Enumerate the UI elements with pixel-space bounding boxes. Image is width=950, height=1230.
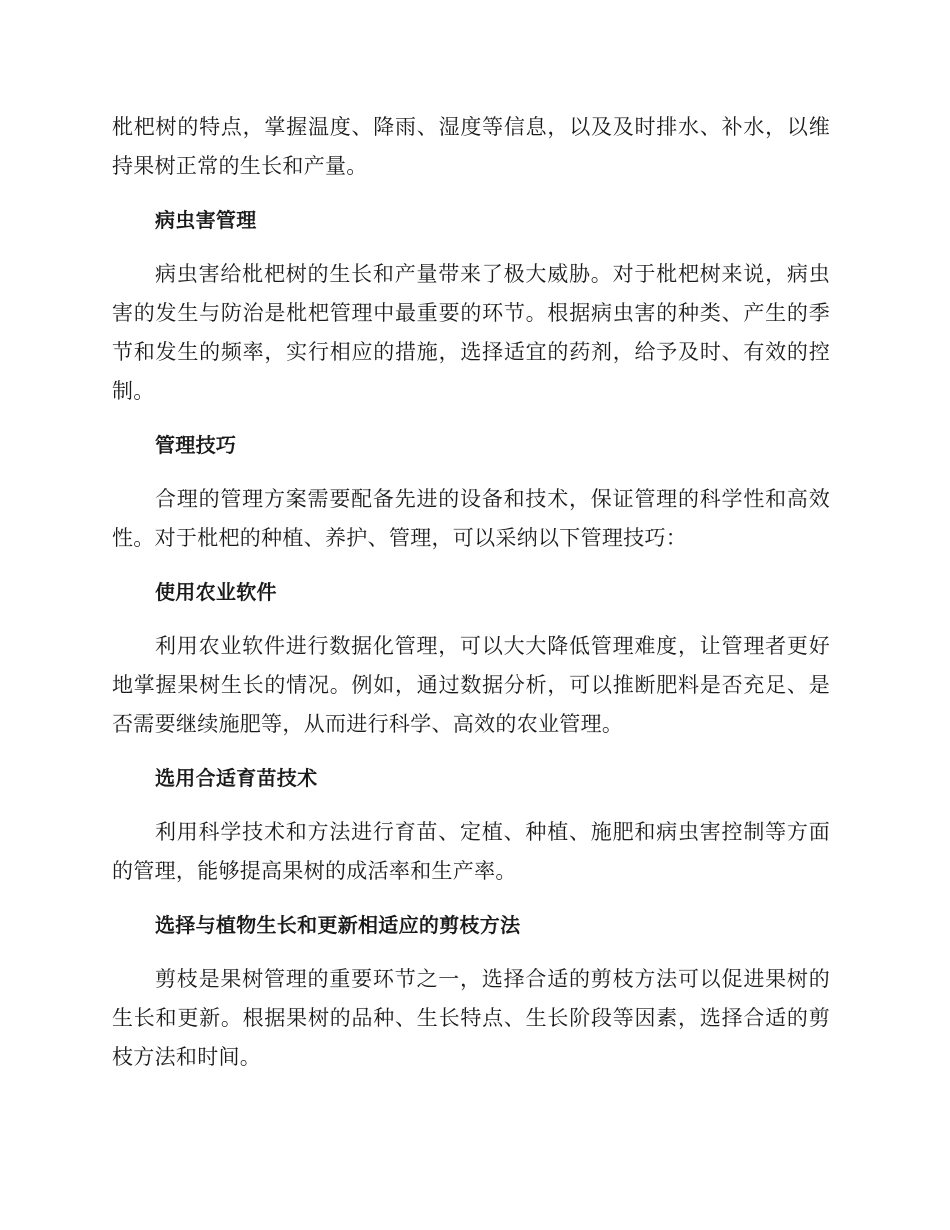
heading-seedling-tech: 选用合适育苗技术 [155, 766, 318, 790]
heading-agri-software: 使用农业软件 [155, 580, 277, 604]
paragraph-climate-management: 枇杷树的特点，掌握温度、降雨、湿度等信息，以及及时排水、补水，以维持果树正常的生长和产量。 [112, 115, 830, 178]
heading-management-tips: 管理技巧 [155, 433, 237, 457]
paragraph-pest-management: 病虫害给枇杷树的生长和产量带来了极大威胁。对于枇杷树来说，病虫害的发生与防治是枇杷管理中最重要的环节。根据病虫害的种类、产生的季节和发生的频率，实行相应的措施，选择适宜的药剂，给予及时、有效的控制。 [112, 262, 830, 403]
paragraph-seedling-tech: 利用科学技术和方法进行育苗、定植、种植、施肥和病虫害控制等方面的管理，能够提高果树的成活率和生产率。 [112, 820, 830, 883]
heading-pruning-method: 选择与植物生长和更新相适应的剪枝方法 [155, 913, 521, 937]
paragraph-pruning-method: 剪枝是果树管理的重要环节之一，选择合适的剪枝方法可以促进果树的生长和更新。根据果树的品种、生长特点、生长阶段等因素，选择合适的剪枝方法和时间。 [112, 967, 830, 1069]
paragraph-management-tips: 合理的管理方案需要配备先进的设备和技术，保证管理的科学性和高效性。对于枇杷的种植、养护、管理，可以采纳以下管理技巧： [112, 487, 830, 550]
document-page [112, 108, 830, 1077]
paragraph-agri-software: 利用农业软件进行数据化管理，可以大大降低管理难度，让管理者更好地掌握果树生长的情况。例如，通过数据分析，可以推断肥料是否充足、是否需要继续施肥等，从而进行科学、高效的农业管理。 [112, 634, 830, 736]
heading-pest-management: 病虫害管理 [155, 208, 257, 232]
